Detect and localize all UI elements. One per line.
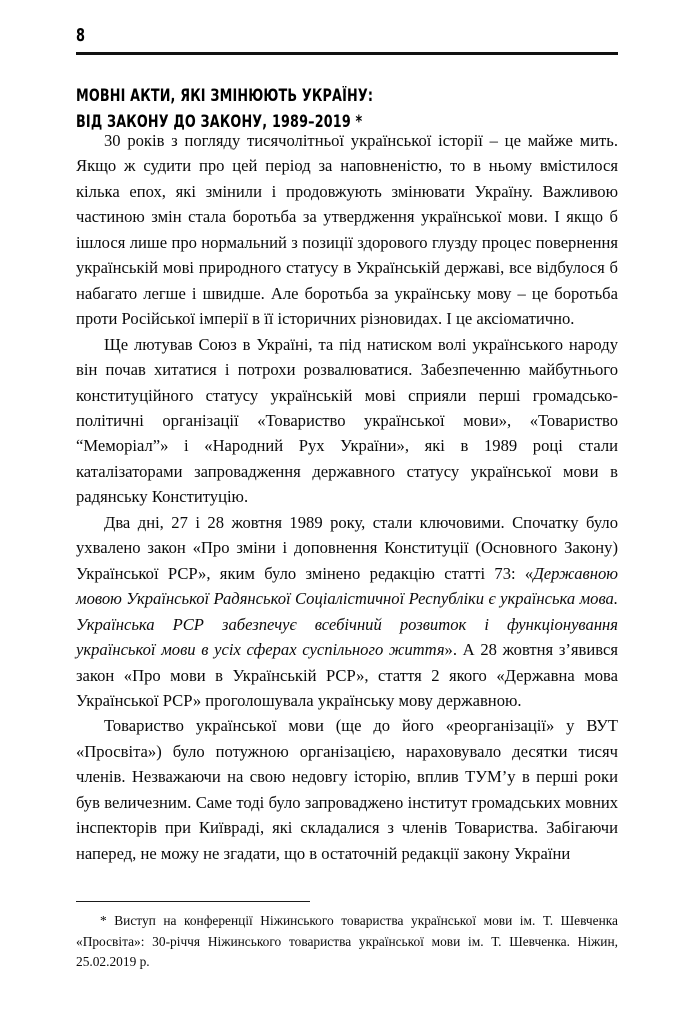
paragraph-3 <box>76 510 618 714</box>
paragraph-3-text-before-quote: Два дні, 27 і 28 жовтня 1989 року, стали ключовими. Спочатку було ухвалено закон «Про зміни і доповнення Конституції (Основного Закону) Української РСР», яким було змінено редакцію статті 73: « <box>76 512 618 583</box>
header-divider-rule <box>76 52 618 55</box>
page-header <box>76 27 618 55</box>
chapter-title-line-2: ВІД ЗАКОНУ ДО ЗАКОНУ, 1989–2019 * <box>76 111 363 131</box>
body-text <box>76 128 618 866</box>
paragraph-4: Товариство української мови (ще до його «реорганізації» у ВУТ «Просвіта») було потужною організацією, нараховувало десятки тисяч членів. Незважаючи на свою недовгу історію, вплив ТУМ’у в перші роки був величезним. Саме тоді було запроваджено інститут громадських мовних інспекторів при Київраді, які складалися з членів Товариства. Забігаючи наперед, не можу не згадати, що в остаточній редакції закону України <box>76 716 618 863</box>
footnote-block <box>76 901 618 972</box>
chapter-title-line-1: МОВНІ АКТИ, ЯКІ ЗМІНЮЮТЬ УКРАЇНУ: <box>76 86 374 106</box>
paragraph-2: Ще лютував Союз в Україні, та під натиском волі українського народу він почав хитатися і потрохи розвалюватися. Забезпеченню майбутнього конституційного статусу українській мові сприяли перші громадсько-політичні організації «Товариство української мови», «Товариство “Меморіал”» і «Народний Рух України», які в 1989 році стали каталізаторами запровадження державного статусу української мови в радянську Конституцію. <box>76 334 618 507</box>
paragraph-3-italic-quote: Державною мовою Української Радянської Соціалістичної Республіки є українська мова. Українська РСР забезпечує всебічний розвиток і функціонування української мови в усіх сферах суспільного життя <box>76 563 618 660</box>
footnote-divider-rule <box>76 901 310 902</box>
chapter-title <box>76 83 636 134</box>
page-number: 8 <box>76 26 85 46</box>
footnote-text: * Виступ на конференції Ніжинського товариства української мови ім. Т. Шевченка «Просвіта»: 30-річчя Ніжинського товариства української мови ім. Т. Шевченка. Ніжин, 25.02.2019 р. <box>76 913 618 969</box>
paragraph-3-text-after-quote: ». А 28 жовтня з’явився закон «Про мови в Українській РСР», стаття 2 якого «Державна мова Української РСР» проголошувала українську мову державною. <box>76 640 618 710</box>
paragraph-1: 30 років з погляду тисячолітньої української історії – це майже мить. Якщо ж судити про цей період за наповненістю, то в ньому вмістилося кілька епох, які змінили і продовжують змінювати Україну. Важливою частиною змін стала боротьба за утвердження української мови. І якщо б ішлося лише про нормальний з позиції здорового глузду процес повернення українській мові природного статусу в Українській державі, все відбулося б набагато легше і швидше. Але боротьба за українську мову – це боротьба проти Російської імперії в її історичних різновидах. І це аксіоматично. <box>76 131 618 329</box>
